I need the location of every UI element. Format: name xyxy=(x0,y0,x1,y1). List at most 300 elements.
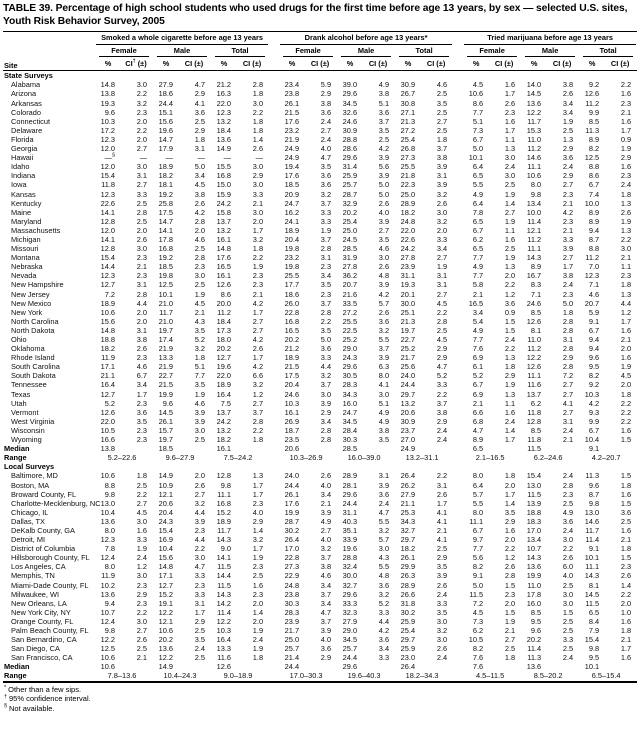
site-cell: Detroit, MI xyxy=(11,535,46,545)
value-cell: 23.8 xyxy=(284,89,300,99)
value-cell: 6.7 xyxy=(588,180,600,190)
gap-cell xyxy=(453,271,463,280)
value-cell: 3.5 xyxy=(378,125,390,135)
value-cell: 1.3 xyxy=(620,225,632,235)
value-cell: 1.9 xyxy=(620,216,632,226)
table-row xyxy=(3,526,637,535)
value-cell: 3.7 xyxy=(320,380,332,390)
value-cell xyxy=(605,662,637,671)
gap-cell xyxy=(269,299,279,308)
header-sex-row xyxy=(3,45,637,57)
footnote-text: 95% confidence interval. xyxy=(9,694,91,704)
gap-cell xyxy=(269,180,279,189)
value-cell: 24.9 xyxy=(284,153,300,163)
value-cell: 7.2 xyxy=(104,289,115,299)
value-cell: 3.9 xyxy=(436,180,448,190)
value-cell: 33.5 xyxy=(342,298,358,308)
value-cell: 2.2 xyxy=(136,89,147,99)
value-cell: 4.9 xyxy=(378,416,390,426)
column-header-ci: CI (±) xyxy=(547,57,579,71)
value-cell: 2.4 xyxy=(562,162,574,172)
gap-cell xyxy=(269,662,279,671)
value-cell: 3.4 xyxy=(562,98,574,108)
value-cell: 16.4 xyxy=(216,635,231,645)
value-cell: 19.9 xyxy=(284,507,300,517)
value-cell: 3.1 xyxy=(562,335,574,344)
gap-cell xyxy=(269,244,279,253)
table-row xyxy=(3,617,637,626)
value-cell: 12.2 xyxy=(100,635,115,645)
value-cell: 1.5 xyxy=(504,607,516,617)
value-cell: 30.0 xyxy=(400,298,416,308)
section-label: Local Surveys xyxy=(4,462,55,472)
value-cell: — xyxy=(255,153,264,163)
value-cell: 16.8 xyxy=(284,316,300,326)
table-row xyxy=(3,635,637,644)
value-cell: 4.4 xyxy=(320,362,332,372)
value-cell: 10.7 xyxy=(526,544,542,554)
value-cell: 1.6 xyxy=(136,525,147,535)
value-cell: 4.1 xyxy=(378,380,390,390)
value-cell: 30.2 xyxy=(400,607,416,617)
value-cell: 3.9 xyxy=(378,353,390,363)
value-cell: 23.0 xyxy=(400,653,416,663)
value-cell: 8.1 xyxy=(530,325,542,335)
range-row xyxy=(3,671,637,681)
value-cell: 3.3 xyxy=(436,380,448,390)
site-cell: Broward County, FL xyxy=(11,489,77,499)
value-cell: 14.0 xyxy=(526,80,542,90)
value-cell: 2.6 xyxy=(436,644,448,654)
value-cell: 2.5 xyxy=(136,644,147,654)
value-cell: 1.5 xyxy=(504,316,516,326)
value-cell: 4.2 xyxy=(252,298,264,308)
value-cell: 1.7 xyxy=(194,607,205,617)
value-cell: 12.8 xyxy=(100,244,115,254)
value-cell: 5.5 xyxy=(378,516,390,526)
value-cell: 22.6 xyxy=(100,198,115,208)
value-cell: 4.5 xyxy=(136,507,147,517)
value-cell: 2.9 xyxy=(320,407,332,417)
value-cell: 21.8 xyxy=(400,171,416,181)
value-cell: 3.5 xyxy=(320,325,332,335)
value-cell: 2.0 xyxy=(136,225,147,235)
value-cell: 2.5 xyxy=(562,644,574,654)
median-cell: 14.9 xyxy=(158,662,173,672)
value-cell: 19.7 xyxy=(400,325,416,335)
value-cell: 2.8 xyxy=(320,244,332,254)
gap-cell xyxy=(453,399,463,408)
value-cell: 24.3 xyxy=(342,353,358,363)
value-cell: — xyxy=(223,153,231,163)
value-cell: 4.2 xyxy=(252,335,264,344)
value-cell: 23.8 xyxy=(284,589,300,599)
value-cell: 23.4 xyxy=(284,80,300,90)
value-cell: 11.3 xyxy=(585,471,600,481)
value-cell: 2.0 xyxy=(252,598,264,608)
value-cell: 1.6 xyxy=(620,653,632,663)
value-cell: 2.1 xyxy=(252,289,264,299)
gap-cell xyxy=(453,544,463,553)
value-cell: 8.5 xyxy=(588,116,600,126)
value-cell: 1.8 xyxy=(620,544,632,554)
site-cell: Charlotte-Mecklenburg, NC xyxy=(11,498,101,508)
value-cell: 14.3 xyxy=(216,589,231,599)
range-cell: 6.2–24.6 xyxy=(533,453,563,463)
value-cell: 3.0 xyxy=(562,589,574,599)
value-cell: 22.9 xyxy=(284,571,300,581)
value-cell: 6.4 xyxy=(472,198,484,208)
median-cell: 7.6 xyxy=(472,662,484,672)
value-cell: 12.2 xyxy=(526,353,542,363)
value-cell: 30.9 xyxy=(400,80,416,90)
value-cell: 2.3 xyxy=(136,580,147,590)
value-cell: 12.2 xyxy=(526,107,542,117)
value-cell: 2.0 xyxy=(252,616,264,626)
value-cell: 18.4 xyxy=(216,125,231,135)
value-cell: 10.9 xyxy=(158,480,173,490)
table-row xyxy=(3,217,637,226)
value-cell: 2.6 xyxy=(378,198,390,208)
gap-cell xyxy=(453,162,463,171)
value-cell: 11.3 xyxy=(527,653,542,663)
value-cell: 3.8 xyxy=(320,98,332,108)
value-cell: 1.6 xyxy=(620,353,632,363)
value-cell: 5.0 xyxy=(320,335,332,344)
site-cell: San Bernardino, CA xyxy=(11,635,77,645)
value-cell: 28.9 xyxy=(342,471,358,481)
median-cell: 9.1 xyxy=(588,444,600,454)
value-cell: 1.7 xyxy=(252,307,264,317)
gap-cell xyxy=(453,199,463,208)
value-cell: 23.5 xyxy=(284,435,300,445)
value-cell: 2.3 xyxy=(136,425,147,435)
value-cell: 6.6 xyxy=(252,371,264,381)
value-cell: 3.3 xyxy=(562,635,574,645)
gap-cell xyxy=(269,544,279,553)
value-cell: 14.1 xyxy=(100,207,115,217)
value-cell: 11.8 xyxy=(527,407,542,417)
value-cell: 10.4 xyxy=(584,435,600,445)
value-cell: 1.9 xyxy=(252,644,264,654)
value-cell: 11.9 xyxy=(101,571,115,581)
value-cell: 3.3 xyxy=(562,234,574,244)
value-cell: 5.2 xyxy=(104,398,115,408)
value-cell: 11.9 xyxy=(101,353,115,363)
value-cell: 2.7 xyxy=(562,253,574,263)
value-cell: 2.2 xyxy=(252,425,264,435)
gap-cell xyxy=(269,562,279,571)
value-cell: 10.1 xyxy=(158,289,173,299)
value-cell: 30.3 xyxy=(342,435,358,445)
site-cell: Orange County, FL xyxy=(11,616,74,626)
value-cell: 2.4 xyxy=(562,471,574,481)
value-cell: 1.8 xyxy=(252,116,264,126)
value-cell: 2.5 xyxy=(436,107,448,117)
value-cell: 1.9 xyxy=(252,262,264,272)
value-cell: 1.5 xyxy=(620,498,632,508)
site-cell: Rhode Island xyxy=(11,353,55,363)
value-cell: 4.5 xyxy=(194,180,205,190)
value-cell: 26.3 xyxy=(400,571,416,581)
value-cell: 22.7 xyxy=(158,371,173,381)
value-cell: 11.7 xyxy=(159,307,173,317)
value-cell: 29.0 xyxy=(342,626,358,635)
value-cell: 28.4 xyxy=(342,425,358,435)
value-cell: 12.3 xyxy=(100,134,115,144)
value-cell: 7.3 xyxy=(472,616,484,626)
value-cell: 21.1 xyxy=(100,371,115,381)
value-cell: 19.8 xyxy=(284,244,300,254)
value-cell: 5.1 xyxy=(194,362,205,372)
value-cell: —§ xyxy=(104,152,115,163)
value-cell: 15.8 xyxy=(216,207,231,217)
value-cell: 3.9 xyxy=(378,280,390,290)
value-cell: 2.8 xyxy=(320,307,332,317)
value-cell: 6.8 xyxy=(472,416,484,426)
footnote-marker: * xyxy=(4,684,7,691)
value-cell: 5.6 xyxy=(378,162,390,172)
value-cell: 2.1 xyxy=(472,398,484,408)
value-cell: 30.3 xyxy=(284,598,300,608)
value-cell: 30.9 xyxy=(342,125,358,135)
site-cell: New Hampshire xyxy=(11,280,64,290)
value-cell: 11.8 xyxy=(527,435,542,445)
value-cell: 32.7 xyxy=(400,525,416,535)
value-cell: 27.9 xyxy=(342,616,358,626)
value-cell: 4.9 xyxy=(472,325,484,335)
value-cell: 12.3 xyxy=(100,271,115,281)
site-cell: DeKalb County, GA xyxy=(11,525,75,535)
value-cell: 7.7 xyxy=(194,371,205,381)
gap-cell xyxy=(269,481,279,490)
table-row xyxy=(3,335,637,344)
gap-cell xyxy=(453,308,463,317)
value-cell: 3.0 xyxy=(252,207,264,217)
value-cell: 3.7 xyxy=(320,553,332,563)
value-cell: 2.0 xyxy=(504,535,516,545)
value-cell: 2.3 xyxy=(620,562,632,572)
gap-cell xyxy=(453,417,463,426)
gap-cell xyxy=(453,235,463,244)
table-row xyxy=(3,481,637,490)
value-cell: 1.3 xyxy=(562,134,574,144)
gap-cell xyxy=(269,217,279,226)
value-cell: 2.3 xyxy=(562,289,574,299)
value-cell: 12.3 xyxy=(584,271,600,281)
value-cell: 21.6 xyxy=(342,289,358,299)
value-cell: 22.0 xyxy=(216,98,231,108)
value-cell: 1.1 xyxy=(504,134,516,144)
value-cell: 12.7 xyxy=(100,280,115,290)
value-cell: 10.4 xyxy=(100,507,115,517)
value-cell: 2.1 xyxy=(320,498,332,508)
gap-cell xyxy=(453,144,463,153)
column-header-ci: CI (±) xyxy=(489,57,521,71)
value-cell: 8.0 xyxy=(104,562,115,572)
value-cell: 4.2 xyxy=(378,626,390,635)
value-cell: 2.7 xyxy=(562,389,574,399)
value-cell: 4.6 xyxy=(378,244,390,254)
footnote-marker: § xyxy=(4,703,7,710)
value-cell: 2.1 xyxy=(562,198,574,208)
gap-cell xyxy=(453,635,463,644)
value-cell: 14.1 xyxy=(100,234,115,244)
table-row xyxy=(3,89,637,98)
value-cell: 33.9 xyxy=(342,535,358,545)
value-cell xyxy=(547,444,579,453)
value-cell: 2.5 xyxy=(620,516,632,526)
value-cell: 21.2 xyxy=(216,80,231,90)
value-cell: 29.6 xyxy=(342,589,358,599)
value-cell: 2.9 xyxy=(436,553,448,563)
value-cell: 22.8 xyxy=(284,553,300,563)
value-cell: 15.1 xyxy=(158,107,173,117)
median-cell: 11.5 xyxy=(527,444,542,454)
value-cell: 1.7 xyxy=(252,489,264,499)
value-cell: — xyxy=(165,153,173,163)
value-cell: 24.4 xyxy=(284,480,300,490)
value-cell: 12.8 xyxy=(100,216,115,226)
value-cell: 5.2 xyxy=(436,371,448,381)
value-cell: 2.4 xyxy=(562,425,574,435)
value-cell: 7.4 xyxy=(588,189,600,199)
value-cell: 8.9 xyxy=(588,216,600,226)
column-header-percent: % xyxy=(95,57,121,71)
value-cell: 11.1 xyxy=(217,489,231,499)
gap-cell xyxy=(269,108,279,117)
value-cell: 28.5 xyxy=(342,244,358,254)
value-cell: 3.8 xyxy=(562,271,574,281)
value-cell: 15.4 xyxy=(100,171,115,181)
value-cell: 2.5 xyxy=(194,116,205,126)
value-cell: 1.7 xyxy=(504,125,516,135)
value-cell: 16.9 xyxy=(158,535,173,545)
value-cell: 9.8 xyxy=(220,480,231,490)
site-cell: Missouri xyxy=(11,244,39,254)
value-cell: 32.7 xyxy=(342,580,358,590)
table-row xyxy=(3,244,637,253)
value-cell xyxy=(121,444,153,453)
table-row xyxy=(3,171,637,180)
value-cell: 9.9 xyxy=(588,107,600,117)
value-cell: 5.0 xyxy=(472,144,484,154)
median-cell: 24.9 xyxy=(400,444,416,454)
value-cell: 3.2 xyxy=(194,344,205,354)
value-cell: 8.5 xyxy=(530,307,542,317)
value-cell: 34.3 xyxy=(400,516,416,526)
value-cell: 1.6 xyxy=(504,525,516,535)
value-cell: 1.0 xyxy=(620,607,632,617)
value-cell: 3.2 xyxy=(136,98,147,108)
value-cell: 3.3 xyxy=(136,189,147,199)
value-cell: 20.0 xyxy=(216,298,231,308)
value-cell: 2.6 xyxy=(504,98,516,108)
value-cell: 25.2 xyxy=(342,335,358,344)
value-cell: 2.8 xyxy=(562,480,574,490)
value-cell: 18.9 xyxy=(216,516,231,526)
value-cell: 2.7 xyxy=(436,253,448,263)
value-cell: 20.1 xyxy=(400,289,416,299)
value-cell: 3.6 xyxy=(378,316,390,326)
value-cell: 13.2 xyxy=(216,116,231,126)
table-row xyxy=(3,590,637,599)
header-measure-row xyxy=(3,57,637,71)
value-cell: — xyxy=(139,153,147,163)
value-cell: 16.2 xyxy=(284,207,300,217)
value-cell: 31.9 xyxy=(342,253,358,263)
value-cell: 4.7 xyxy=(194,80,205,90)
value-cell: 21.1 xyxy=(400,498,416,508)
value-cell: 1.9 xyxy=(252,626,264,635)
value-cell: 2.9 xyxy=(562,353,574,363)
value-cell: 13.6 xyxy=(158,644,173,654)
gap-cell xyxy=(453,208,463,217)
value-cell: 2.0 xyxy=(436,225,448,235)
value-cell: 24.4 xyxy=(158,98,173,108)
value-cell xyxy=(179,444,211,453)
value-cell: 11.2 xyxy=(527,344,542,354)
value-cell xyxy=(237,444,269,453)
value-cell: 3.8 xyxy=(562,80,574,90)
column-header-percent: % xyxy=(463,57,489,71)
table-header xyxy=(3,33,637,71)
value-cell: 1.9 xyxy=(136,544,147,554)
value-cell: 19.6 xyxy=(216,362,231,372)
value-cell: 7.7 xyxy=(472,107,484,117)
value-cell: 3.0 xyxy=(252,180,264,190)
value-cell: 2.2 xyxy=(504,280,516,290)
value-cell: 10.0 xyxy=(584,198,600,208)
value-cell: 5.2 xyxy=(194,335,205,344)
value-cell: 2.4 xyxy=(252,635,264,645)
site-cell: Iowa xyxy=(11,180,27,190)
value-cell: 2.8 xyxy=(252,80,264,90)
value-cell: 29.6 xyxy=(342,489,358,499)
value-cell: 11.5 xyxy=(469,589,484,599)
table-row xyxy=(3,226,637,235)
value-cell: 12.1 xyxy=(158,489,173,499)
value-cell: 2.2 xyxy=(620,80,632,90)
value-cell: 2.6 xyxy=(252,344,264,354)
gap-cell xyxy=(269,162,279,171)
value-cell: 23.2 xyxy=(284,125,300,135)
value-cell: 19.8 xyxy=(158,271,173,281)
value-cell: 3.5 xyxy=(194,380,205,390)
value-cell: 3.7 xyxy=(320,589,332,599)
value-cell: 4.6 xyxy=(320,571,332,581)
gap-cell xyxy=(269,453,279,462)
value-cell: 1.8 xyxy=(436,134,448,144)
value-cell: 1.2 xyxy=(504,553,516,563)
value-cell: 0.9 xyxy=(620,134,632,144)
site-cell: North Carolina xyxy=(11,316,59,326)
value-cell: 25.0 xyxy=(400,189,416,199)
gap-cell xyxy=(269,608,279,617)
column-header-percent: % xyxy=(153,57,179,71)
value-cell: 25.9 xyxy=(400,644,416,654)
value-cell: 1.1 xyxy=(504,398,516,408)
value-cell: 1.8 xyxy=(252,125,264,135)
value-cell: 2.7 xyxy=(320,125,332,135)
value-cell: 18.9 xyxy=(284,353,300,363)
value-cell: 32.6 xyxy=(342,107,358,117)
value-cell: 3.5 xyxy=(504,507,516,517)
gap-cell xyxy=(269,171,279,180)
value-cell: 1.8 xyxy=(194,353,205,363)
table-row xyxy=(3,344,637,353)
value-cell: 7.3 xyxy=(472,125,484,135)
